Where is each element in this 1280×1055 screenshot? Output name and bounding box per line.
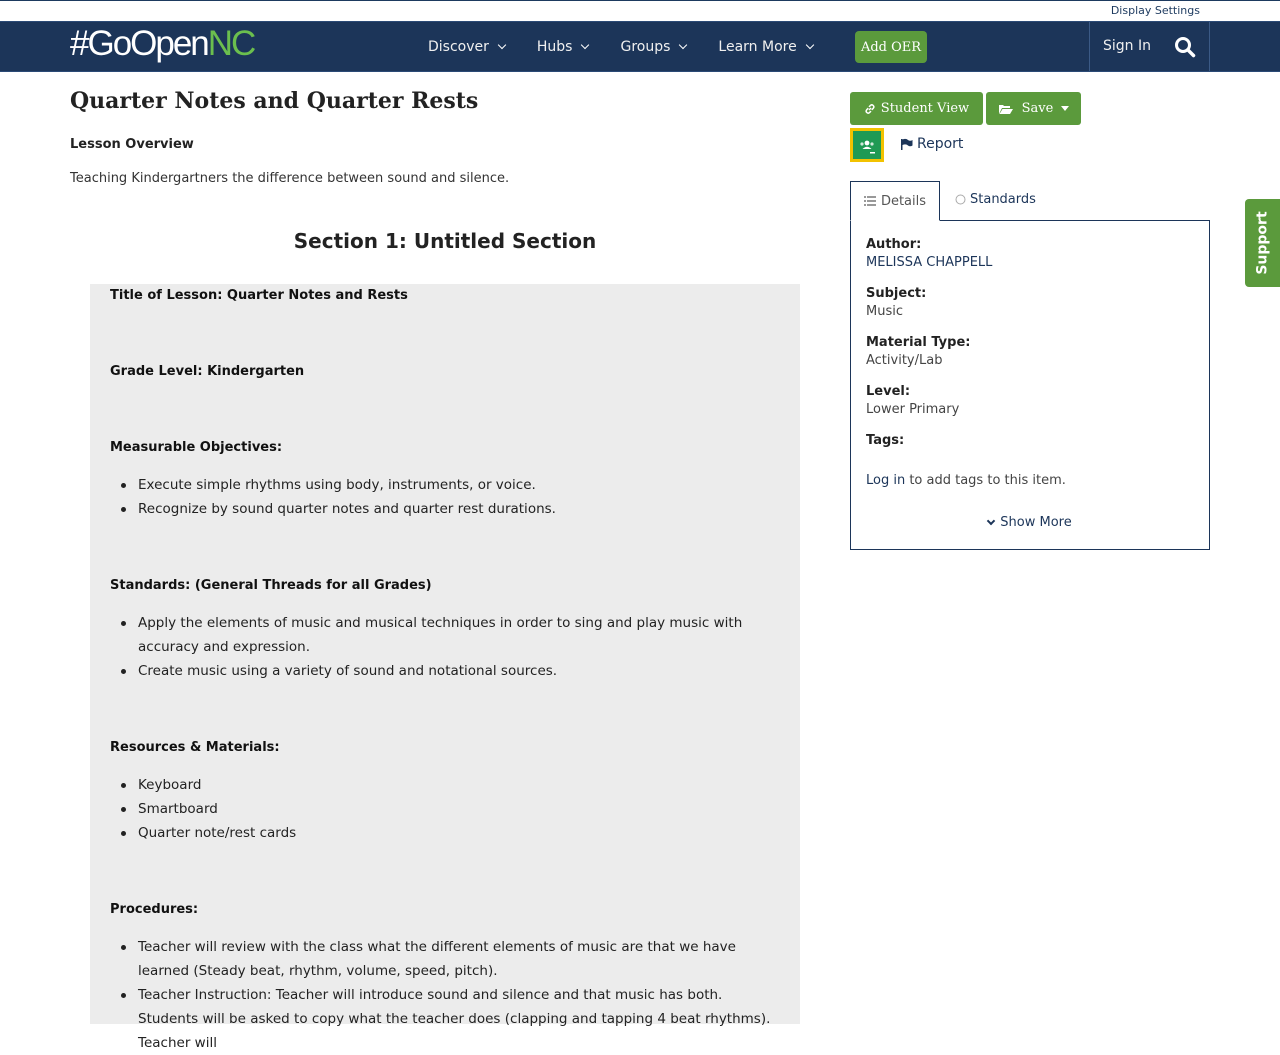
nav-divider	[1089, 22, 1090, 71]
save-label: Save	[1021, 101, 1054, 116]
google-classroom-icon	[853, 131, 881, 159]
lesson-title-heading: Title of Lesson: Quarter Notes and Rests	[110, 288, 408, 303]
standards-heading: Standards: (General Threads for all Grades)	[110, 578, 432, 593]
search-icon[interactable]	[1174, 36, 1196, 58]
nav-groups-label: Groups	[620, 38, 671, 55]
nav-hubs[interactable]	[537, 39, 589, 55]
student-view-label: Student View	[880, 101, 970, 116]
show-more-button[interactable]	[851, 515, 1209, 530]
folder-open-icon	[998, 103, 1014, 115]
author-link[interactable]: MELISSA CHAPPELL	[866, 255, 993, 270]
tags-label: Tags:	[866, 433, 905, 448]
level-value: Lower Primary	[866, 402, 960, 417]
list-item: Apply the elements of music and musical techniques in order to sing and play music with accuracy and expression.	[138, 611, 782, 659]
nav-discover-label: Discover	[428, 38, 489, 55]
nav-learn-more[interactable]	[718, 39, 812, 55]
details-panel	[850, 220, 1210, 550]
logo-hash-text: #GoOpen	[70, 24, 208, 63]
objectives-heading: Measurable Objectives:	[110, 440, 283, 455]
add-oer-button[interactable]: Add OER	[855, 31, 927, 63]
material-type-value: Activity/Lab	[866, 353, 943, 368]
save-dropdown-button[interactable]	[986, 92, 1081, 125]
report-label: Report	[917, 136, 964, 152]
grade-level-heading: Grade Level: Kindergarten	[110, 364, 305, 379]
procedures-heading: Procedures:	[110, 902, 199, 917]
main-navbar	[0, 21, 1280, 72]
utility-bar	[0, 0, 1280, 21]
list-item: Teacher Instruction: Teacher will introduce sound and silence and that music has both. Students will be asked to copy what the teacher does (clapping and tapping 4 beat rhythms). Teacher will	[138, 983, 782, 1055]
list-item: Create music using a variety of sound and notational sources.	[138, 659, 782, 683]
google-classroom-share-button[interactable]	[850, 128, 884, 162]
login-link[interactable]: Log in	[866, 473, 906, 488]
list-icon	[864, 196, 876, 206]
sign-in-link[interactable]: Sign In	[1103, 38, 1151, 54]
page-title: Quarter Notes and Quarter Rests	[70, 88, 479, 114]
resources-list	[138, 773, 782, 845]
login-to-tag-text	[866, 473, 1066, 488]
nav-menu	[428, 22, 845, 71]
nav-groups[interactable]	[620, 39, 686, 55]
flag-icon	[900, 138, 913, 151]
chevron-down-icon	[679, 41, 687, 49]
section-title: Section 1: Untitled Section	[293, 229, 597, 253]
chevron-down-icon	[498, 41, 506, 49]
tab-details[interactable]	[850, 181, 940, 221]
material-type-label: Material Type:	[866, 335, 971, 350]
nav-hubs-label: Hubs	[536, 38, 573, 55]
support-label: Support	[1254, 211, 1271, 275]
link-icon	[864, 103, 876, 115]
lesson-overview-text: Teaching Kindergartners the difference between sound and silence.	[70, 171, 510, 186]
procedures-list	[138, 935, 782, 1055]
nav-discover[interactable]	[428, 39, 505, 55]
lesson-overview-heading: Lesson Overview	[70, 137, 194, 152]
list-item: Smartboard	[138, 797, 782, 821]
nav-divider	[1209, 22, 1210, 71]
subject-label: Subject:	[866, 286, 927, 301]
resources-heading: Resources & Materials:	[110, 740, 280, 755]
tab-standards-label: Standards	[970, 192, 1036, 207]
subject-value: Music	[866, 304, 903, 319]
objectives-list	[138, 473, 782, 521]
list-item: Teacher will review with the class what the different elements of music are that we have learned (Steady beat, rhythm, volume, speed, pitch).	[138, 935, 782, 983]
level-label: Level:	[866, 384, 911, 399]
nav-learn-more-label: Learn More	[718, 38, 797, 55]
chevron-down-icon	[805, 41, 813, 49]
report-link[interactable]	[900, 136, 963, 152]
logo-nc-text: NC	[207, 24, 255, 63]
show-more-label: Show More	[1000, 515, 1072, 530]
site-logo[interactable]	[70, 24, 254, 64]
tab-standards[interactable]	[955, 192, 1036, 207]
caret-down-icon	[1061, 106, 1069, 111]
login-rest-text: to add tags to this item.	[905, 473, 1066, 488]
lesson-content-box	[90, 284, 800, 1051]
chevron-down-icon	[581, 41, 589, 49]
tab-details-label: Details	[880, 193, 927, 209]
author-label: Author:	[866, 237, 922, 252]
student-view-button[interactable]	[850, 92, 983, 125]
list-item: Execute simple rhythms using body, instruments, or voice.	[138, 473, 782, 497]
list-item: Recognize by sound quarter notes and quarter rest durations.	[138, 497, 782, 521]
chevron-down-icon	[987, 516, 995, 524]
display-settings-link[interactable]: Display Settings	[1110, 4, 1200, 17]
standards-list	[138, 611, 782, 683]
list-item: Quarter note/rest cards	[138, 821, 782, 845]
circle-icon	[955, 194, 966, 205]
support-tab[interactable]	[1245, 199, 1280, 287]
list-item: Keyboard	[138, 773, 782, 797]
